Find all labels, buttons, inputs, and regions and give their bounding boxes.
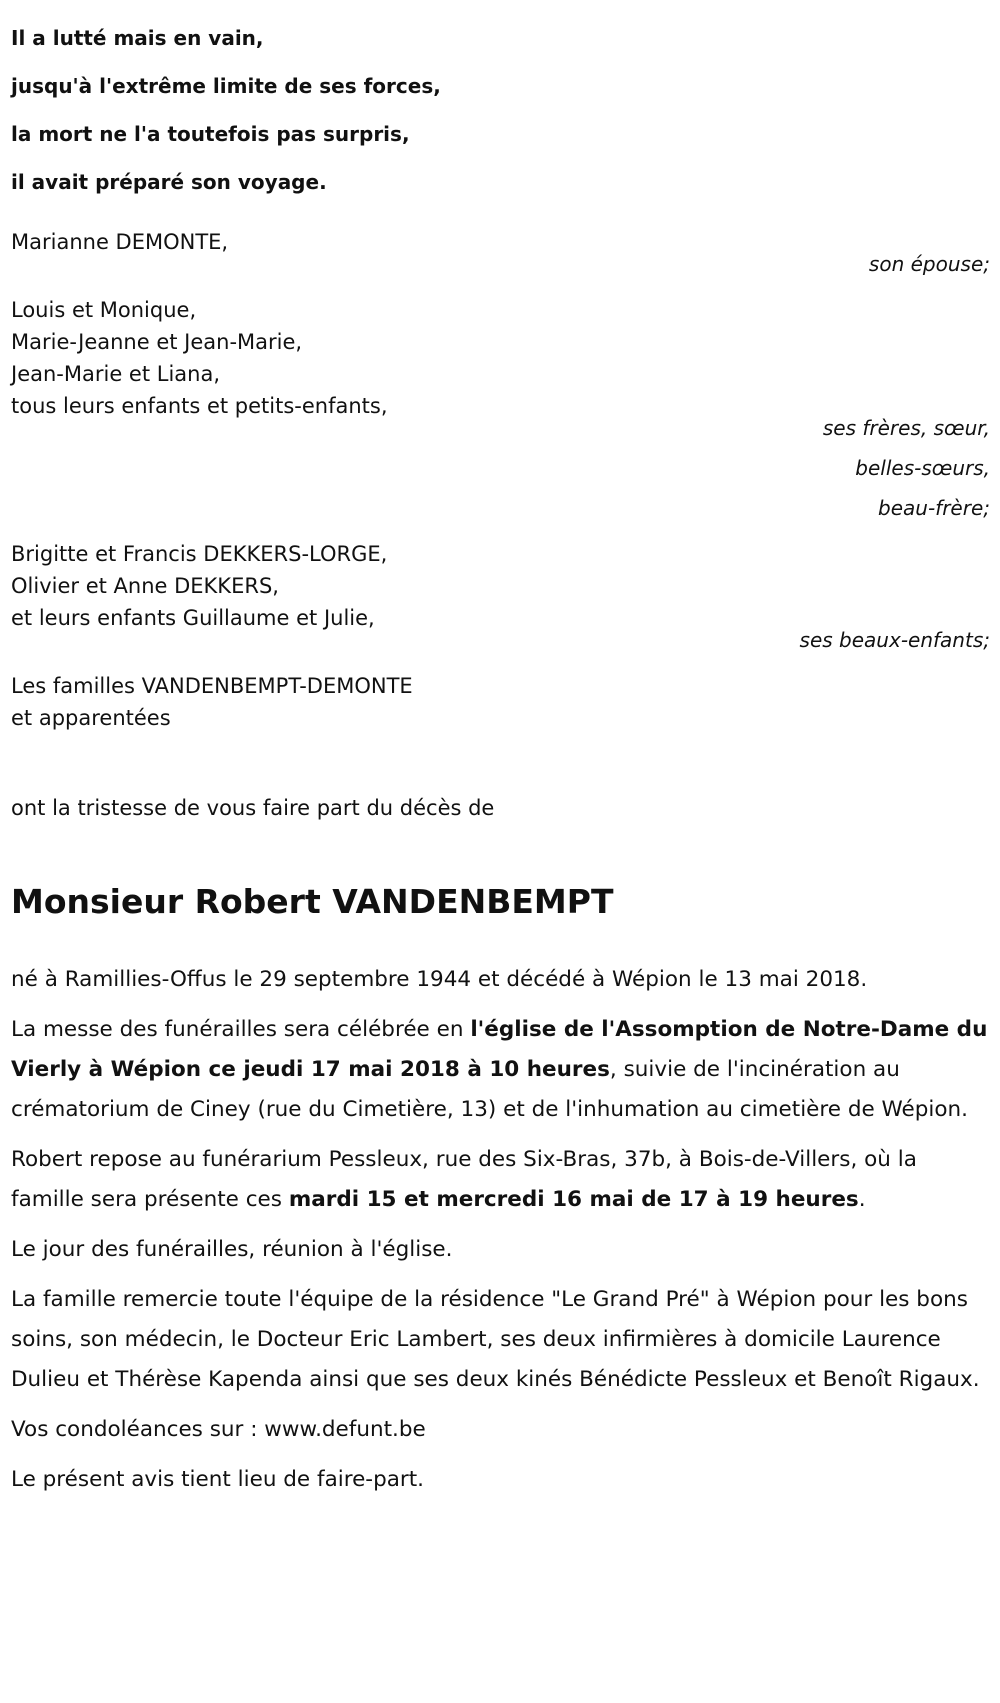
text: La famille remercie toute l'équipe de la résidence "Le Grand Pré" à Wépion pour les bons soins, son médecin, le Docteur Eric Lambert, ses deux infirmières à domicile Laurence Dulieu et Thérèse Kapenda ainsi que ses deux kinés Bénédicte Pessleux et Benoît Rigaux. <box>11 1287 980 1392</box>
text: né à Ramillies-Offus le 29 septembre 1944 et décédé à Wépion le 13 mai 2018. <box>11 967 868 992</box>
family-group <box>11 538 990 660</box>
paragraph <box>11 1280 990 1400</box>
poem-line: il avait préparé son voyage. <box>11 170 327 194</box>
poem-line: la mort ne l'a toutefois pas surpris, <box>11 122 410 146</box>
relation-label: ses frères, sœur, <box>822 416 990 440</box>
relation-label: son épouse; <box>868 252 990 276</box>
details <box>11 960 990 1500</box>
paragraph <box>11 1230 990 1270</box>
family-name: tous leurs enfants et petits-enfants, <box>11 394 388 418</box>
announcement: ont la tristesse de vous faire part du décès de <box>11 796 495 820</box>
text: Le jour des funérailles, réunion à l'église. <box>11 1237 453 1262</box>
paragraph <box>11 960 990 1000</box>
relation-label: beau-frère; <box>878 496 990 520</box>
poem <box>11 0 990 206</box>
family-name: et leurs enfants Guillaume et Julie, <box>11 606 375 630</box>
paragraph <box>11 1410 990 1450</box>
poem-line: jusqu'à l'extrême limite de ses forces, <box>11 74 441 98</box>
family-name: Marianne DEMONTE, <box>11 230 229 254</box>
paragraph <box>11 1140 990 1220</box>
family-name: et apparentées <box>11 706 171 730</box>
family-group <box>11 294 990 528</box>
deceased-name: Monsieur Robert VANDENBEMPT <box>11 882 614 921</box>
text: Le présent avis tient lieu de faire-part. <box>11 1467 424 1492</box>
text: La messe des funérailles sera célébrée en <box>11 1017 471 1042</box>
relation-label: belles-sœurs, <box>855 456 990 480</box>
relation-label: ses beaux-enfants; <box>799 628 990 652</box>
text: . <box>858 1187 866 1212</box>
family-name: Marie-Jeanne et Jean-Marie, <box>11 330 303 354</box>
text: Vos condoléances sur : www.defunt.be <box>11 1417 426 1442</box>
family-group <box>11 226 990 284</box>
text: Robert repose au funérarium Pessleux, rue des Six-Bras, 37b, à Bois-de-Villers, où la famille sera présente ces <box>11 1147 917 1212</box>
family-name: Jean-Marie et Liana, <box>11 362 221 386</box>
text: , suivie de l'incinération au crématorium de Ciney (rue du Cimetière, 13) et de l'inhumation au cimetière de Wépion. <box>11 1057 969 1122</box>
poem-line: Il a lutté mais en vain, <box>11 26 264 50</box>
family-list <box>11 226 990 734</box>
family-name: Louis et Monique, <box>11 298 197 322</box>
family-name: Les familles VANDENBEMPT-DEMONTE <box>11 674 413 698</box>
family-name: Brigitte et Francis DEKKERS-LORGE, <box>11 542 388 566</box>
paragraph <box>11 1010 990 1130</box>
family-name: Olivier et Anne DEKKERS, <box>11 574 279 598</box>
bold-text: mardi 15 et mercredi 16 mai de 17 à 19 heures <box>288 1187 859 1212</box>
paragraph <box>11 1460 990 1500</box>
family-group <box>11 670 990 734</box>
bold-text: l'église de l'Assomption de Notre-Dame du Vierly à Wépion ce jeudi 17 mai 2018 à 10 heures <box>11 1017 988 1082</box>
